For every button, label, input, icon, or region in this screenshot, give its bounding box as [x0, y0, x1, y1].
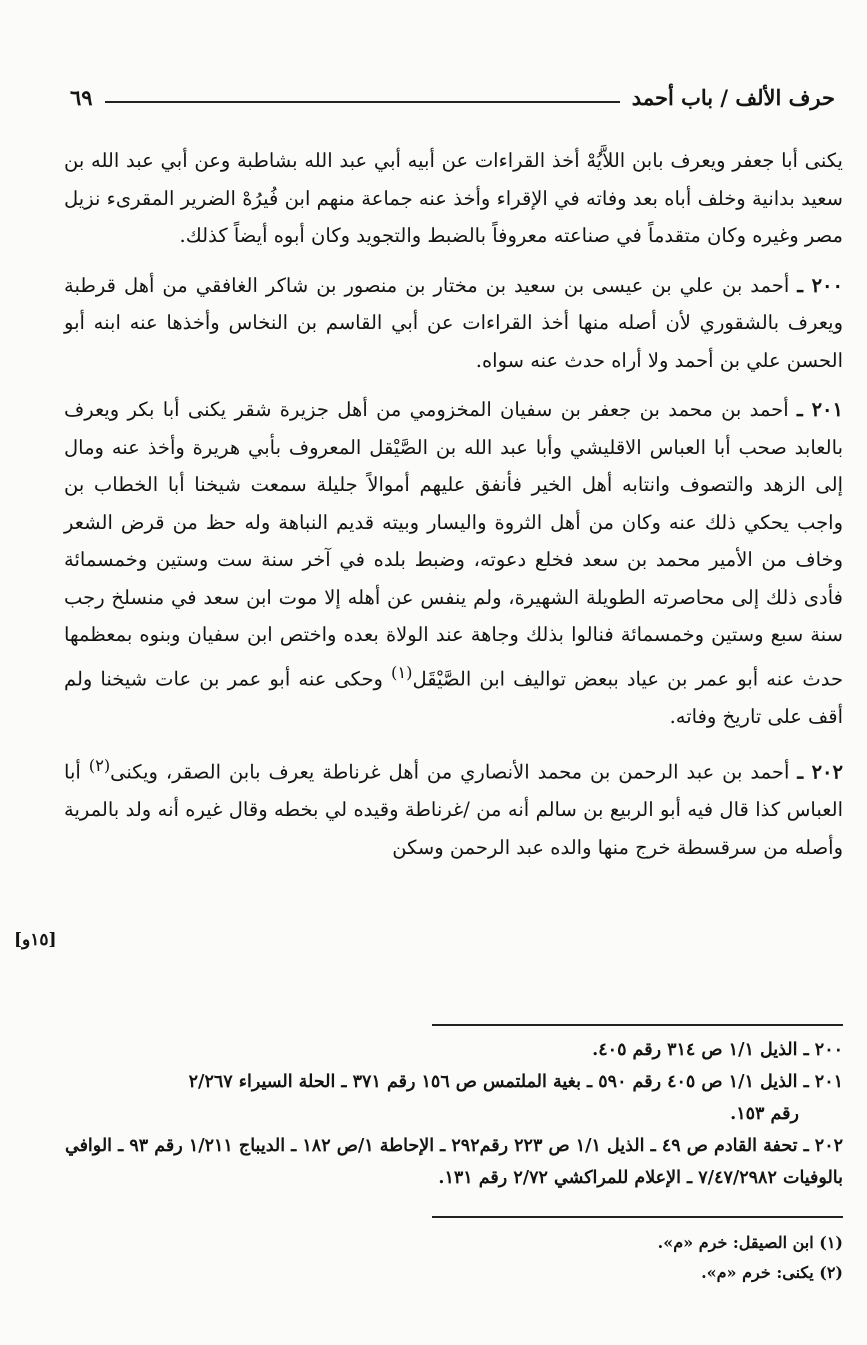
entry-201	[64, 391, 843, 735]
source-202: ٢٠٢ ـ تحفة القادم ص ٤٩ ـ الذيل ١/١ ص ٢٢٣ رقم٢٩٢ ـ الإحاطة ١/ص ١٨٢ ـ الديباج ١/٢١١ رقم ٩٣ ـ الوافي بالوفيات ٧/٤٧/٢٩٨٢ ـ الإعلام للمراكشي ٢/٧٢ رقم ١٣١.	[64, 1136, 843, 1188]
entry-number: ٢٠١ ـ	[796, 398, 843, 421]
header-rule	[105, 101, 620, 103]
footnote-1: (١) ابن الصيقل: خرم «م».	[657, 1233, 843, 1252]
footnotes	[64, 1228, 843, 1288]
entry-202	[64, 747, 843, 866]
source-201: ٢٠١ ـ الذيل ١/١ ص ٤٠٥ رقم ٥٩٠ ـ بغية الملتمس ص ١٥٦ رقم ٣٧١ ـ الحلة السيراء ٢/٢٦٧	[188, 1072, 843, 1092]
sources-divider	[432, 1024, 843, 1026]
entry-200	[64, 267, 843, 380]
entry-text: أحمد بن عبد الرحمن بن محمد الأنصاري من أهل غرناطة يعرف بابن الصقر، ويكنى	[110, 760, 790, 784]
entry-text-end: وحكى عنه أبو عمر بن عات شيخنا ولم أقف على تاريخ وفاته.	[64, 667, 843, 728]
manuscript-folio-marker: [١٥و]	[14, 930, 57, 950]
footnote-2: (٢) يكنى: خرم «م».	[701, 1263, 843, 1282]
paragraph-text: يكنى أبا جعفر ويعرف بابن اللاَّيُهْ أخذ القراءات عن أبيه أبي عبد الله بشاطبة وعن أبي عبد الله بن سعيد بدانية وخلف أباه بعد وفاته في الإقراء وأخذ عنه جماعة منهم ابن فُيرُهْ الضرير المقرىء نزيل مصر وغيره وكان متقدماً في صناعته معروفاً بالضبط والتجويد وكان أبوه أيضاً كذلك.	[64, 149, 843, 247]
entry-number: ٢٠٢ ـ	[797, 760, 843, 784]
entry-text: أحمد بن محمد بن جعفر بن سفيان المخزومي من أهل جزيرة شقر يكنى أبا بكر ويعرف بالعابد صحب أبا العباس الاقليشي وأبا عبد الله بن الصَّيْقل المعروف بأبي هريرة وأخذ عنه ومال إلى الزهد والتصوف وانتابه أهل الخير فأنفق عليهم أموالاً جليلة سمعت شيخنا أبا الخطاب بن واجب يحكي ذلك عنه وكان من أهل الثروة واليسار وبيته قديم النباهة وله حظ من قرض الشعر وخاف من الأمير محمد بن سعد فخلع دعوته، وضبط بلده في آخر سنة ست وستين وخمسمائة فأدى ذلك إلى محاصرته الطويلة الشهيرة، ولم ينفس عن أهله إلا موت ابن سعد في منسلخ رجب سنة سبع وستين وخمسمائة فنالوا بذلك وجاهة عند الولاة بعده واختص ابن سفيان وبنوه بمعظمها حدث عنه أبو عمر بن عياد ببعض تواليف ابن الصَّيْقَل	[64, 398, 843, 690]
page-number: ٦٩	[70, 84, 93, 110]
running-title: حرف الألف / باب أحمد	[631, 84, 835, 110]
entry-number: ٢٠٠ ـ	[797, 273, 843, 297]
paragraph-continuation	[64, 142, 843, 255]
footnote-mark: (١)	[391, 662, 413, 682]
source-200: ٢٠٠ ـ الذيل ١/١ ص ٣١٤ رقم ٤٠٥.	[592, 1040, 843, 1060]
page-header	[70, 80, 835, 114]
entry-text-end: أبا العباس كذا قال فيه أبو الربيع بن سالم أنه من /غرناطة وقيده لي بخطه وقال غيره أنه ولد بالمرية وأصله من سرقسطة خرج منها والده عبد الرحمن وسكن	[64, 760, 843, 859]
main-text	[64, 142, 843, 878]
sources-apparatus	[64, 1034, 843, 1194]
source-201-continued: رقم ١٥٣.	[730, 1104, 799, 1124]
footnote-mark: (٢)	[88, 756, 111, 775]
footnotes-divider	[432, 1216, 843, 1218]
entry-text: أحمد بن علي بن عيسى بن سعيد بن مختار بن منصور بن شاكر الغافقي من أهل قرطبة ويعرف بالشقوري لأن أصله منها أخذ القراءات عن أبي القاسم بن النخاس وأخذها عنه ابنه أبو الحسن علي بن أحمد ولا أراه حدث عنه سواه.	[64, 273, 843, 372]
